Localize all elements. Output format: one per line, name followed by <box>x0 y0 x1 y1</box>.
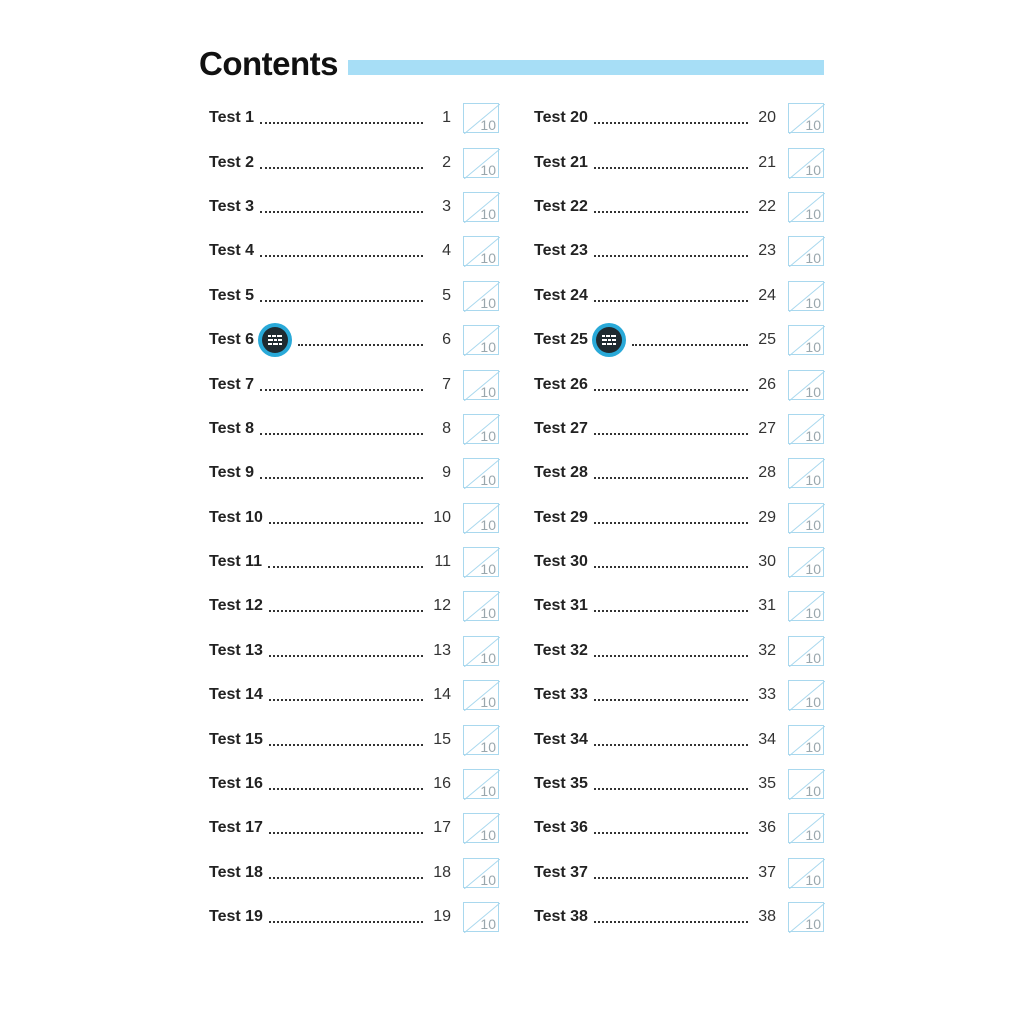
page-number: 29 <box>758 508 776 526</box>
score-box[interactable] <box>788 192 824 222</box>
page-number: 12 <box>433 597 451 615</box>
score-box[interactable] <box>463 636 499 666</box>
leader-dots <box>594 788 748 790</box>
score-box[interactable] <box>788 325 824 355</box>
contents-entry[interactable] <box>209 851 499 895</box>
page-number: 23 <box>758 242 776 260</box>
score-box[interactable] <box>463 192 499 222</box>
score-total: 10 <box>480 516 496 533</box>
score-total: 10 <box>805 427 821 444</box>
score-total: 10 <box>805 605 821 622</box>
score-box[interactable] <box>463 725 499 755</box>
page-number: 9 <box>442 464 451 482</box>
score-box[interactable] <box>788 236 824 266</box>
entry-label: Test 2 <box>209 153 255 171</box>
leader-dots <box>269 744 423 746</box>
score-box[interactable] <box>463 858 499 888</box>
entry-label: Test 27 <box>534 419 588 437</box>
page-number: 36 <box>758 819 776 837</box>
score-box[interactable] <box>463 503 499 533</box>
entry-label: Test 1 <box>209 109 255 127</box>
page-number: 4 <box>442 242 451 260</box>
score-box[interactable] <box>463 281 499 311</box>
contents-entry[interactable] <box>209 274 499 318</box>
score-box[interactable] <box>788 503 824 533</box>
contents-entry[interactable] <box>209 96 499 140</box>
score-box[interactable] <box>463 680 499 710</box>
score-box[interactable] <box>463 148 499 178</box>
score-total: 10 <box>480 871 496 888</box>
page-number: 8 <box>442 419 451 437</box>
puzzle-badge-icon <box>258 323 292 357</box>
entry-label: Test 32 <box>534 641 588 659</box>
entry-label: Test 23 <box>534 242 588 260</box>
entry-label: Test 17 <box>209 819 263 837</box>
entry-label: Test 33 <box>534 686 588 704</box>
contents-entry[interactable] <box>534 629 824 673</box>
score-total: 10 <box>805 738 821 755</box>
leader-dots <box>632 344 748 346</box>
contents-entry[interactable] <box>534 717 824 761</box>
entry-label: Test 13 <box>209 641 263 659</box>
score-total: 10 <box>480 383 496 400</box>
entry-label: Test 30 <box>534 553 588 571</box>
score-box[interactable] <box>463 813 499 843</box>
leader-dots <box>594 433 748 435</box>
contents-column-left <box>209 96 499 939</box>
entry-label: Test 5 <box>209 286 255 304</box>
score-total: 10 <box>805 916 821 933</box>
score-box[interactable] <box>463 902 499 932</box>
score-box[interactable] <box>788 547 824 577</box>
entry-label: Test 8 <box>209 419 255 437</box>
contents-entry[interactable] <box>534 96 824 140</box>
leader-dots <box>260 255 423 257</box>
entry-label: Test 28 <box>534 464 588 482</box>
contents-entry[interactable] <box>534 140 824 184</box>
entry-label: Test 3 <box>209 197 255 215</box>
leader-dots <box>269 832 423 834</box>
page-number: 5 <box>442 286 451 304</box>
contents-entry[interactable] <box>209 407 499 451</box>
contents-entry[interactable] <box>209 762 499 806</box>
leader-dots <box>269 699 423 701</box>
score-total: 10 <box>805 516 821 533</box>
page-number: 6 <box>442 331 451 349</box>
score-box[interactable] <box>788 680 824 710</box>
score-total: 10 <box>805 205 821 222</box>
entry-label: Test 38 <box>534 908 588 926</box>
entry-label: Test 19 <box>209 908 263 926</box>
leader-dots <box>269 655 423 657</box>
entry-label: Test 22 <box>534 197 588 215</box>
score-box[interactable] <box>463 458 499 488</box>
entry-label: Test 10 <box>209 508 263 526</box>
leader-dots <box>260 477 423 479</box>
page-number: 30 <box>758 553 776 571</box>
entry-label: Test 18 <box>209 863 263 881</box>
score-total: 10 <box>805 383 821 400</box>
score-box[interactable] <box>463 370 499 400</box>
score-box[interactable] <box>788 103 824 133</box>
contents-entry[interactable] <box>534 540 824 584</box>
page-number: 26 <box>758 375 776 393</box>
score-box[interactable] <box>463 414 499 444</box>
score-total: 10 <box>480 205 496 222</box>
entry-label: Test 16 <box>209 775 263 793</box>
entry-label: Test 37 <box>534 863 588 881</box>
score-total: 10 <box>480 117 496 134</box>
score-total: 10 <box>805 694 821 711</box>
score-box[interactable] <box>788 281 824 311</box>
entry-label: Test 29 <box>534 508 588 526</box>
page-number: 14 <box>433 686 451 704</box>
page-number: 2 <box>442 153 451 171</box>
page-number: 24 <box>758 286 776 304</box>
leader-dots <box>594 655 748 657</box>
contents-entry[interactable] <box>534 229 824 273</box>
contents-entry[interactable] <box>209 629 499 673</box>
leader-dots <box>260 167 423 169</box>
leader-dots <box>594 877 748 879</box>
contents-entry[interactable] <box>534 451 824 495</box>
puzzle-badge-icon <box>592 323 626 357</box>
leader-dots <box>260 389 423 391</box>
leader-dots <box>594 699 748 701</box>
score-total: 10 <box>480 427 496 444</box>
leader-dots <box>594 300 748 302</box>
score-total: 10 <box>480 649 496 666</box>
entry-label: Test 31 <box>534 597 588 615</box>
page-number: 15 <box>433 730 451 748</box>
page-number: 3 <box>442 197 451 215</box>
score-total: 10 <box>805 294 821 311</box>
entry-label: Test 6 <box>209 331 255 349</box>
score-total: 10 <box>805 827 821 844</box>
contents-entry[interactable] <box>209 540 499 584</box>
page-number: 21 <box>758 153 776 171</box>
score-box[interactable] <box>788 370 824 400</box>
score-box[interactable] <box>788 725 824 755</box>
leader-dots <box>594 522 748 524</box>
contents-entry[interactable] <box>534 274 824 318</box>
page-number: 20 <box>758 109 776 127</box>
score-total: 10 <box>480 250 496 267</box>
leader-dots <box>594 389 748 391</box>
page-number: 31 <box>758 597 776 615</box>
score-box[interactable] <box>463 325 499 355</box>
score-box[interactable] <box>463 591 499 621</box>
contents-entry[interactable] <box>534 185 824 229</box>
leader-dots <box>260 433 423 435</box>
entry-label: Test 35 <box>534 775 588 793</box>
leader-dots <box>594 211 748 213</box>
leader-dots <box>594 921 748 923</box>
contents-entry[interactable] <box>534 318 824 362</box>
score-total: 10 <box>480 916 496 933</box>
score-box[interactable] <box>788 458 824 488</box>
page-number: 7 <box>442 375 451 393</box>
score-box[interactable] <box>788 591 824 621</box>
score-total: 10 <box>805 783 821 800</box>
contents-column-right <box>534 96 824 939</box>
score-total: 10 <box>805 649 821 666</box>
contents-entry[interactable] <box>534 584 824 628</box>
leader-dots <box>269 877 423 879</box>
score-box[interactable] <box>463 236 499 266</box>
contents-entry[interactable] <box>534 762 824 806</box>
contents-entry[interactable] <box>209 584 499 628</box>
leader-dots <box>594 744 748 746</box>
entry-label: Test 4 <box>209 242 255 260</box>
entry-label: Test 36 <box>534 819 588 837</box>
page-number: 13 <box>433 641 451 659</box>
contents-entry[interactable] <box>534 496 824 540</box>
leader-dots <box>269 522 423 524</box>
leader-dots <box>594 832 748 834</box>
contents-entry[interactable] <box>209 140 499 184</box>
leader-dots <box>594 122 748 124</box>
score-box[interactable] <box>788 902 824 932</box>
page-number: 38 <box>758 908 776 926</box>
score-box[interactable] <box>788 636 824 666</box>
page-number: 25 <box>758 331 776 349</box>
entry-label: Test 7 <box>209 375 255 393</box>
score-total: 10 <box>805 339 821 356</box>
score-total: 10 <box>480 339 496 356</box>
contents-entry[interactable] <box>534 407 824 451</box>
leader-dots <box>269 610 423 612</box>
entry-label: Test 26 <box>534 375 588 393</box>
entry-label: Test 9 <box>209 464 255 482</box>
leader-dots <box>260 211 423 213</box>
leader-dots <box>298 344 423 346</box>
score-box[interactable] <box>463 547 499 577</box>
leader-dots <box>594 566 748 568</box>
page-number: 16 <box>433 775 451 793</box>
entry-label: Test 15 <box>209 730 263 748</box>
contents-entry[interactable] <box>209 318 499 362</box>
score-total: 10 <box>805 561 821 578</box>
page-number: 18 <box>433 863 451 881</box>
entry-label: Test 34 <box>534 730 588 748</box>
contents-entry[interactable] <box>534 806 824 850</box>
entry-label: Test 14 <box>209 686 263 704</box>
page-number: 27 <box>758 419 776 437</box>
score-total: 10 <box>480 738 496 755</box>
leader-dots <box>260 300 423 302</box>
score-total: 10 <box>805 161 821 178</box>
score-total: 10 <box>480 783 496 800</box>
page-number: 17 <box>433 819 451 837</box>
contents-entry[interactable] <box>209 806 499 850</box>
entry-label: Test 24 <box>534 286 588 304</box>
page-number: 1 <box>442 109 451 127</box>
contents-entry[interactable] <box>209 895 499 939</box>
page-number: 37 <box>758 863 776 881</box>
contents-entry[interactable] <box>209 496 499 540</box>
score-total: 10 <box>480 161 496 178</box>
entry-label: Test 21 <box>534 153 588 171</box>
page-number: 10 <box>433 508 451 526</box>
score-total: 10 <box>480 605 496 622</box>
leader-dots <box>260 122 423 124</box>
score-box[interactable] <box>788 813 824 843</box>
score-total: 10 <box>805 871 821 888</box>
entry-label: Test 11 <box>209 553 263 571</box>
entry-label: Test 12 <box>209 597 263 615</box>
entry-label: Test 20 <box>534 109 588 127</box>
score-total: 10 <box>480 294 496 311</box>
leader-dots <box>594 167 748 169</box>
page-number: 19 <box>433 908 451 926</box>
title-accent-bar <box>348 60 824 75</box>
page-title: Contents <box>199 45 338 82</box>
contents-entry[interactable] <box>209 362 499 406</box>
score-total: 10 <box>480 472 496 489</box>
contents-entry[interactable] <box>209 717 499 761</box>
contents-entry[interactable] <box>534 673 824 717</box>
page-number: 11 <box>434 553 451 571</box>
page-number: 35 <box>758 775 776 793</box>
score-box[interactable] <box>463 103 499 133</box>
score-total: 10 <box>805 117 821 134</box>
score-box[interactable] <box>788 148 824 178</box>
contents-entry[interactable] <box>209 673 499 717</box>
score-box[interactable] <box>788 858 824 888</box>
contents-entry[interactable] <box>534 362 824 406</box>
leader-dots <box>594 610 748 612</box>
leader-dots <box>269 921 423 923</box>
contents-entry[interactable] <box>209 185 499 229</box>
page-number: 32 <box>758 641 776 659</box>
leader-dots <box>594 477 748 479</box>
page-number: 28 <box>758 464 776 482</box>
score-box[interactable] <box>788 414 824 444</box>
score-box[interactable] <box>788 769 824 799</box>
leader-dots <box>269 788 423 790</box>
score-total: 10 <box>480 827 496 844</box>
score-total: 10 <box>480 694 496 711</box>
contents-entry[interactable] <box>534 851 824 895</box>
contents-entry[interactable] <box>209 451 499 495</box>
page-number: 34 <box>758 730 776 748</box>
contents-entry[interactable] <box>209 229 499 273</box>
page-number: 22 <box>758 197 776 215</box>
page-number: 33 <box>758 686 776 704</box>
score-box[interactable] <box>463 769 499 799</box>
score-total: 10 <box>480 561 496 578</box>
score-total: 10 <box>805 472 821 489</box>
score-total: 10 <box>805 250 821 267</box>
leader-dots <box>268 566 423 568</box>
leader-dots <box>594 255 748 257</box>
contents-entry[interactable] <box>534 895 824 939</box>
entry-label: Test 25 <box>534 331 588 349</box>
